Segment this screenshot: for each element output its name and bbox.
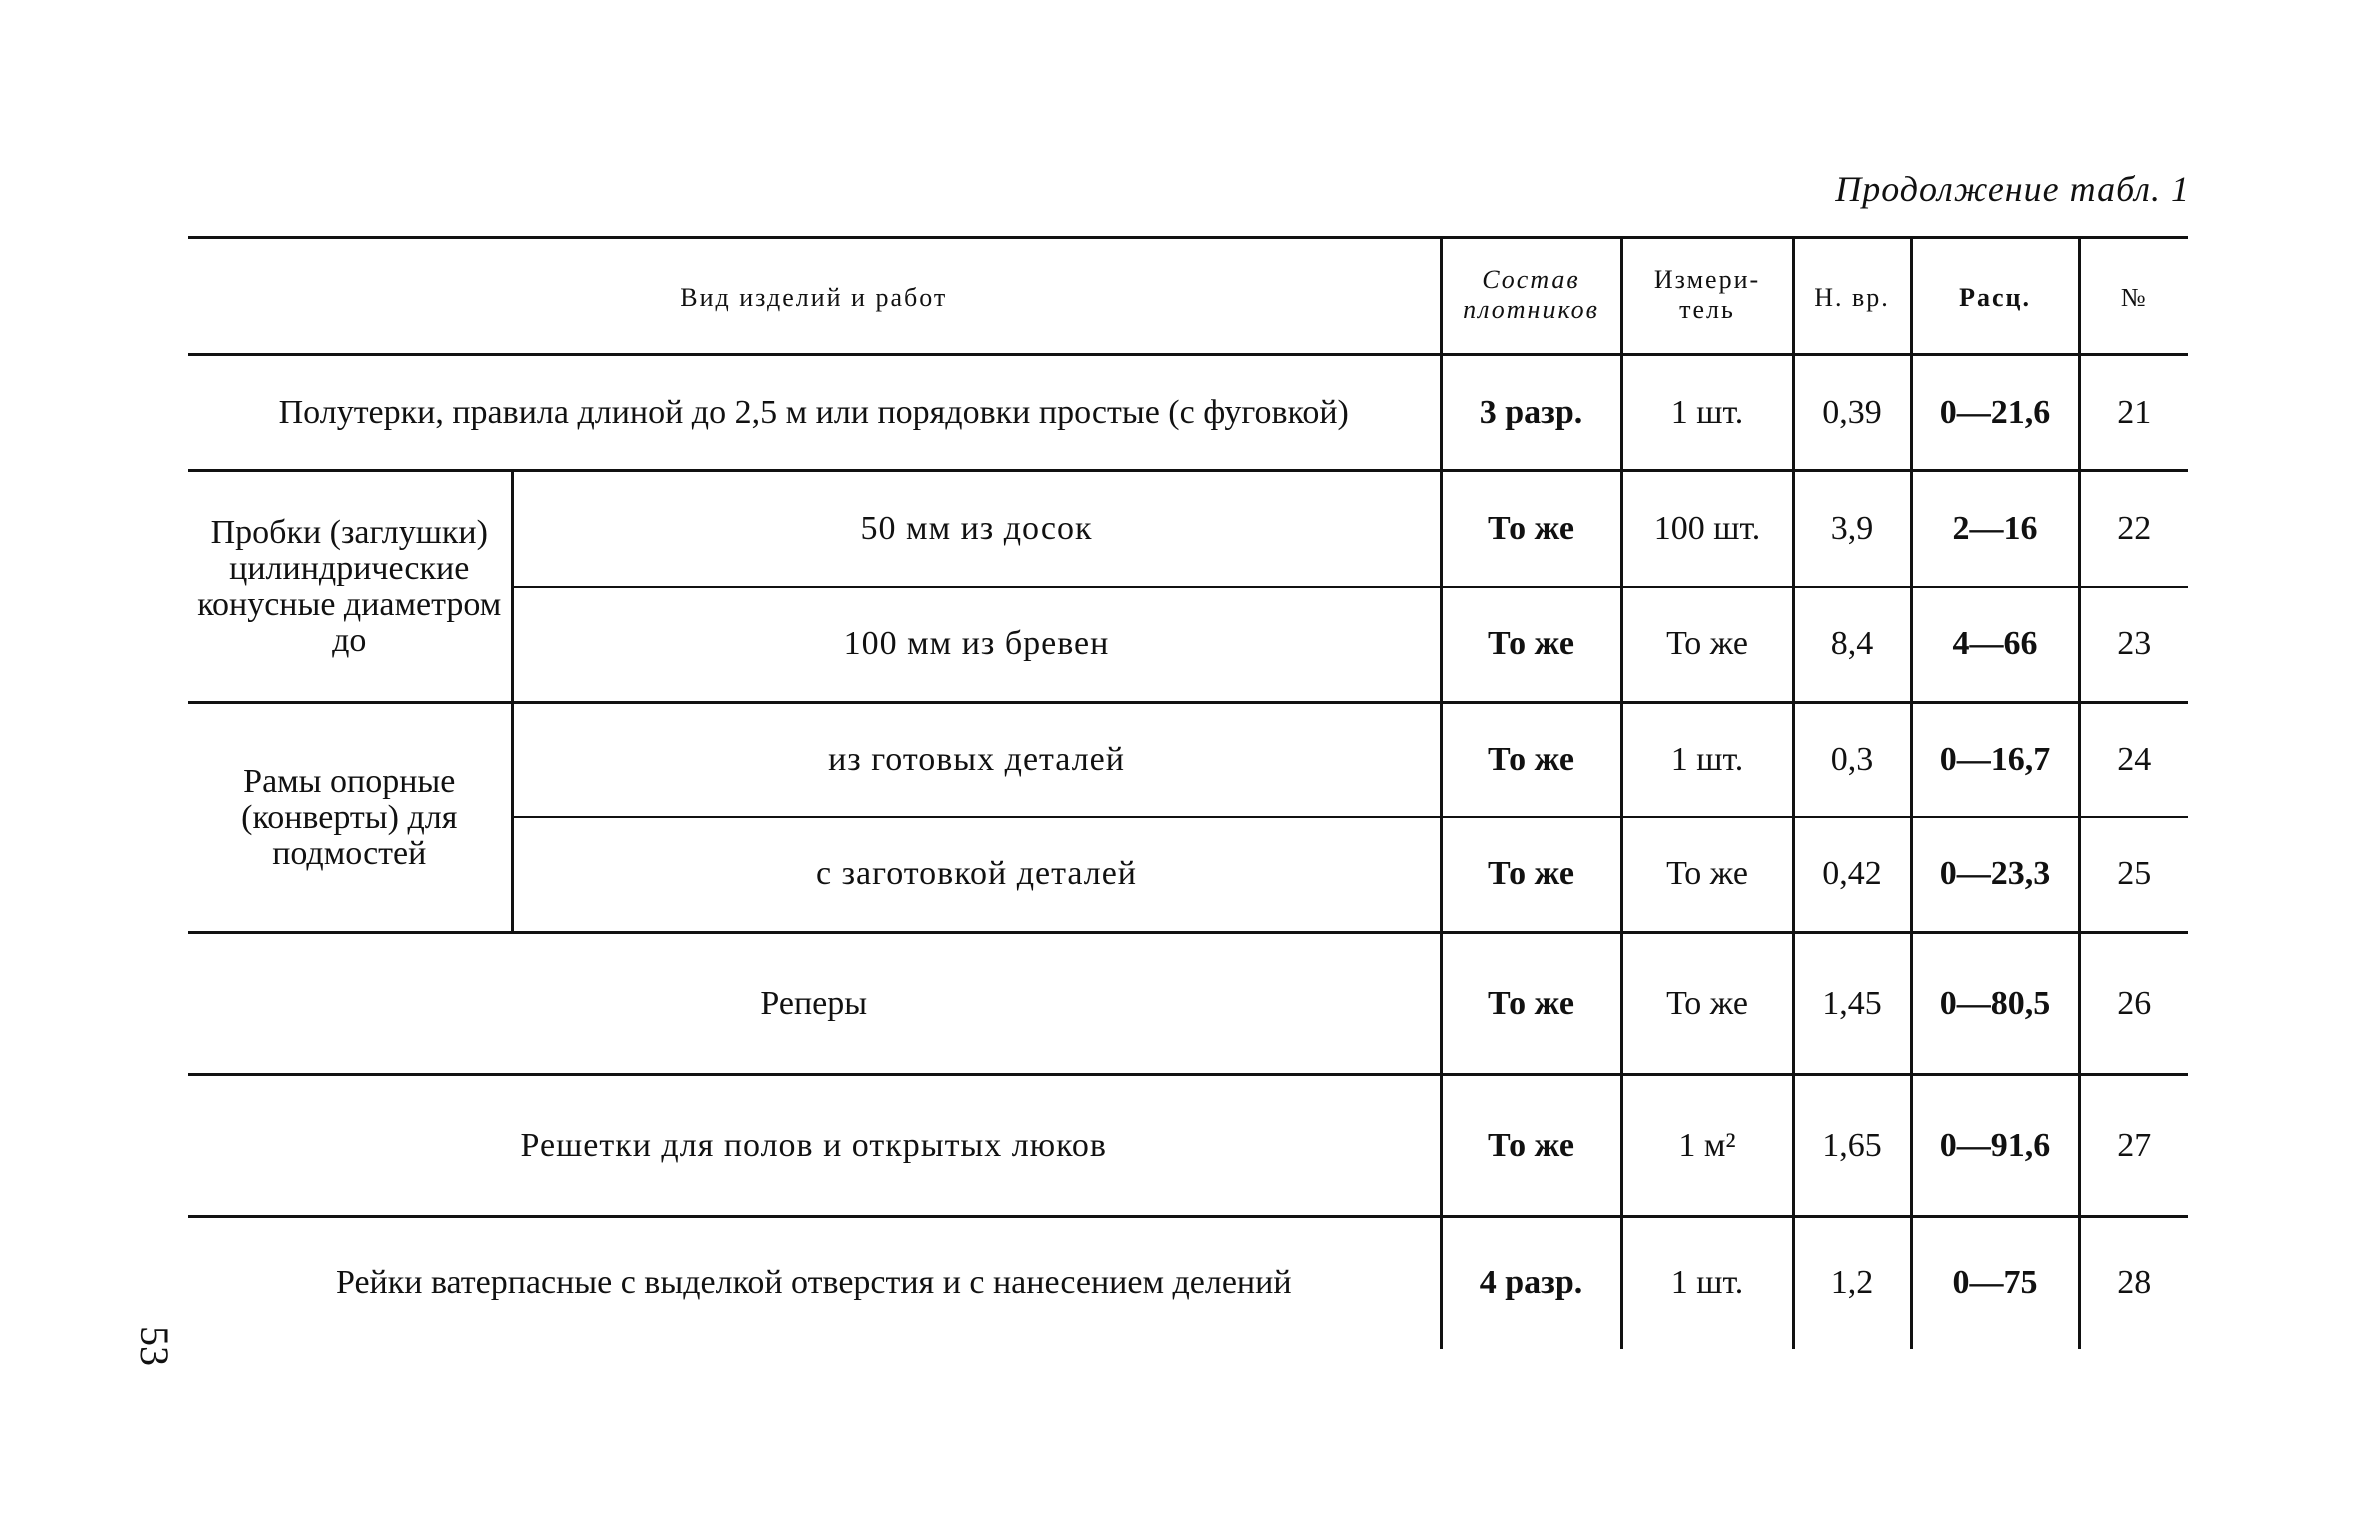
work-description: с заготовкой деталей [512,817,1441,933]
table-row [188,1217,2188,1349]
header-number: № [2079,238,2188,355]
table-row [188,703,2188,817]
crew-cell: 3 разр. [1441,355,1621,471]
table-header-row [188,238,2188,355]
unit-cell: То же [1621,587,1793,703]
norms-table [188,236,2188,1349]
time-cell: 8,4 [1793,587,1911,703]
crew-cell: То же [1441,587,1621,703]
page-number: 53 [132,1326,177,1366]
time-cell: 0,3 [1793,703,1911,817]
unit-cell: 1 шт. [1621,1217,1793,1349]
work-description: из готовых деталей [512,703,1441,817]
table-row [188,355,2188,471]
unit-cell: 1 шт. [1621,355,1793,471]
group-label: Рамы опорные (конверты) для подмостей [188,703,512,933]
time-cell: 3,9 [1793,471,1911,587]
rate-cell: 4—66 [1911,587,2079,703]
unit-cell: То же [1621,933,1793,1075]
rate-cell: 0—75 [1911,1217,2079,1349]
number-cell: 23 [2079,587,2188,703]
header-rate: Расц. [1911,238,2079,355]
number-cell: 21 [2079,355,2188,471]
time-cell: 0,42 [1793,817,1911,933]
table-row [188,933,2188,1075]
header-crew: Состав плотников [1441,238,1621,355]
crew-cell: 4 разр. [1441,1217,1621,1349]
work-description: Полутерки, правила длиной до 2,5 м или порядовки простые (с фуговкой) [188,355,1441,471]
crew-cell: То же [1441,1075,1621,1217]
number-cell: 25 [2079,817,2188,933]
crew-cell: То же [1441,471,1621,587]
group-label: Пробки (заглушки) цилиндрические конусные диаметром до [188,471,512,703]
rate-cell: 0—91,6 [1911,1075,2079,1217]
rate-cell: 0—16,7 [1911,703,2079,817]
time-cell: 0,39 [1793,355,1911,471]
number-cell: 22 [2079,471,2188,587]
rate-cell: 0—23,3 [1911,817,2079,933]
unit-cell: То же [1621,817,1793,933]
number-cell: 28 [2079,1217,2188,1349]
number-cell: 27 [2079,1075,2188,1217]
rate-cell: 2—16 [1911,471,2079,587]
table-row [188,471,2188,587]
time-cell: 1,45 [1793,933,1911,1075]
work-description: 50 мм из досок [512,471,1441,587]
unit-cell: 1 м² [1621,1075,1793,1217]
unit-cell: 100 шт. [1621,471,1793,587]
table-row [188,1075,2188,1217]
time-cell: 1,65 [1793,1075,1911,1217]
work-description: Решетки для полов и открытых люков [188,1075,1441,1217]
work-description: 100 мм из бревен [512,587,1441,703]
table-caption: Продолжение табл. 1 [1835,169,2190,209]
header-unit: Измери-тель [1621,238,1793,355]
crew-cell: То же [1441,817,1621,933]
rate-cell: 0—80,5 [1911,933,2079,1075]
unit-cell: 1 шт. [1621,703,1793,817]
header-time: Н. вр. [1793,238,1911,355]
crew-cell: То же [1441,933,1621,1075]
number-cell: 26 [2079,933,2188,1075]
rate-cell: 0—21,6 [1911,355,2079,471]
number-cell: 24 [2079,703,2188,817]
header-work: Вид изделий и работ [188,238,1441,355]
work-description: Реперы [188,933,1441,1075]
time-cell: 1,2 [1793,1217,1911,1349]
work-description: Рейки ватерпасные с выделкой отверстия и с нанесением делений [188,1217,1441,1349]
crew-cell: То же [1441,703,1621,817]
